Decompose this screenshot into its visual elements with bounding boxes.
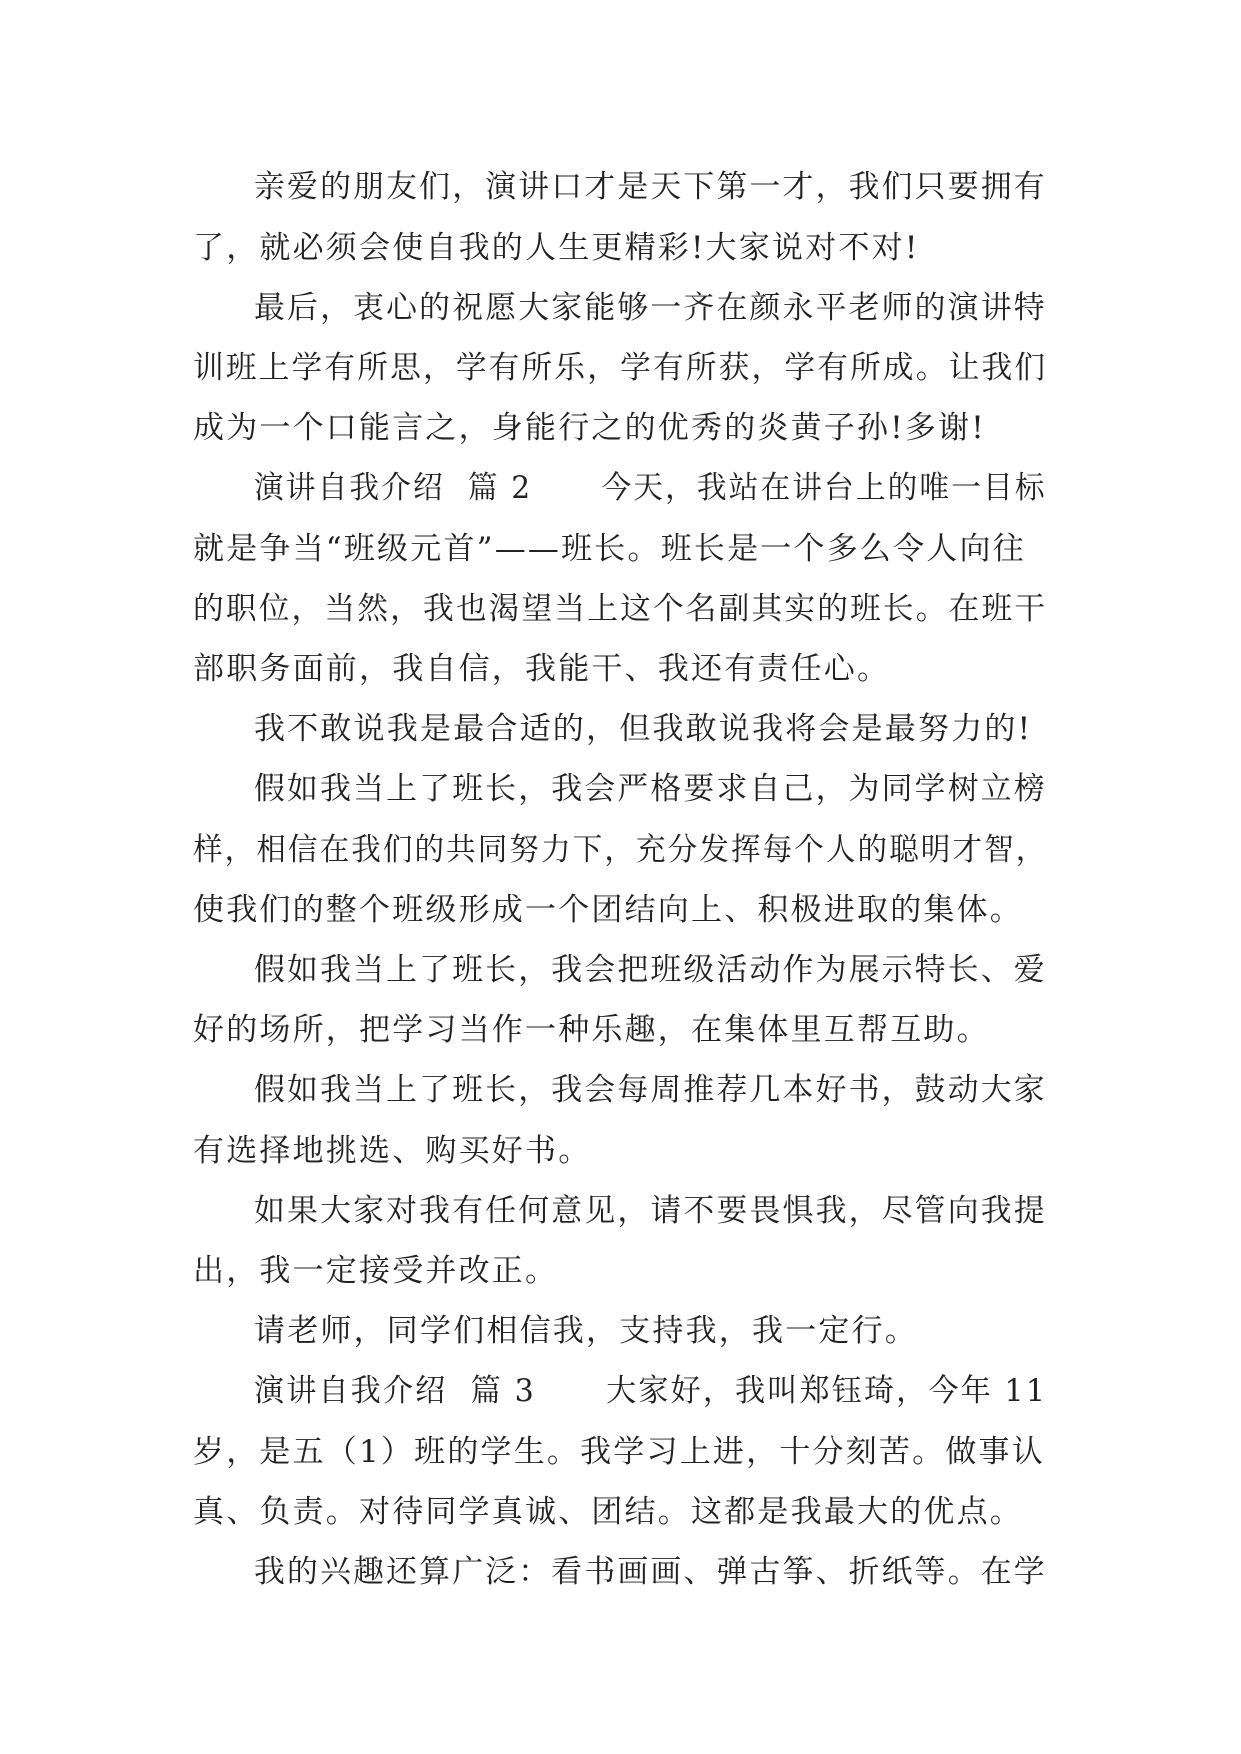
text-line: 假如我当上了班长，我会把班级活动作为展示特长、爱: [254, 952, 1047, 988]
text-line: 我不敢说我是最合适的，但我敢说我将会是最努力的!: [254, 711, 1033, 747]
text-line: 演讲自我介绍 篇 2 今天，我站在讲台上的唯一目标: [254, 470, 1047, 506]
text-line: 出，我一定接受并改正。: [193, 1253, 559, 1289]
text-line: 真、负责。对待同学真诚、团结。这都是我最大的优点。: [193, 1494, 1023, 1530]
text-line: 假如我当上了班长，我会每周推荐几本好书，鼓动大家: [254, 1072, 1047, 1108]
text-line: 了，就必须会使自我的人生更精彩!大家说对不对!: [193, 230, 920, 266]
text-line: 有选择地挑选、购买好书。: [193, 1133, 592, 1169]
text-line: 请老师，同学们相信我，支持我，我一定行。: [254, 1313, 918, 1349]
text-line: 亲爱的朋友们，演讲口才是天下第一才，我们只要拥有: [254, 169, 1047, 205]
text-line: 部职务面前，我自信，我能干、我还有责任心。: [193, 651, 891, 687]
text-line: 最后，衷心的祝愿大家能够一齐在颜永平老师的演讲特: [254, 290, 1047, 326]
text-line: 成为一个口能言之，身能行之的优秀的炎黄子孙!多谢!: [193, 410, 986, 446]
text-line: 的职位，当然，我也渴望当上这个名副其实的班长。在班干: [193, 591, 1048, 627]
text-line: 使我们的整个班级形成一个团结向上、积极进取的集体。: [193, 892, 1023, 928]
text-line: 如果大家对我有任何意见，请不要畏惧我，尽管向我提: [254, 1193, 1047, 1229]
text-line: 好的场所，把学习当作一种乐趣，在集体里互帮互助。: [193, 1012, 990, 1048]
text-line: 岁，是五（1）班的学生。我学习上进，十分刻苦。做事认: [193, 1434, 1045, 1470]
text-line: 假如我当上了班长，我会严格要求自己，为同学树立榜: [254, 771, 1047, 807]
text-line: 演讲自我介绍 篇 3 大家好，我叫郑钰琦，今年 11: [254, 1373, 1048, 1409]
text-line: 样，相信在我们的共同努力下，充分发挥每个人的聪明才智，: [193, 832, 1048, 868]
text-line: 训班上学有所思，学有所乐，学有所获，学有所成。让我们: [193, 350, 1048, 386]
text-line: 就是争当“班级元首”——班长。班长是一个多么令人向往: [193, 531, 1026, 567]
text-line: 我的兴趣还算广泛：看书画画、弹古筝、折纸等。在学: [254, 1554, 1047, 1590]
